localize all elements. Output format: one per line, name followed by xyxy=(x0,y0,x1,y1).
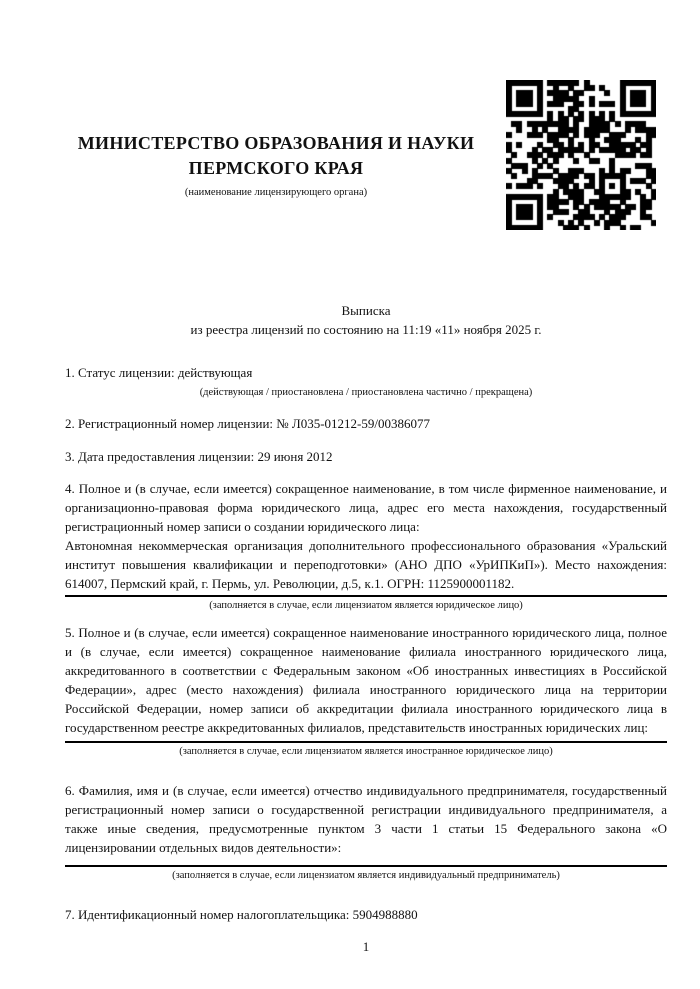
registration-number-item: 2. Регистрационный номер лицензии: № Л035-01212-59/00386077 xyxy=(65,416,431,431)
page-number: 1 xyxy=(362,939,370,954)
qr-code-icon xyxy=(506,80,656,230)
fill-in-rule xyxy=(65,741,667,743)
license-grant-date-item: 3. Дата предоставления лицензии: 29 июня 2012 xyxy=(65,449,333,464)
taxpayer-id-item: 7. Идентификационный номер налогоплательщика: 5904988880 xyxy=(65,907,418,922)
legal-entity-value: Автономная некоммерческая организация дополнительного профессионального образования «Уральский институт повышения квалификации и переподготовки» (АНО ДПО «УрИПКиП»). Место нахождения: 614007, Пермский край, г. Пермь, ул. Революции, д.5, к.1. ОГРН: 1125900001182. xyxy=(65,538,667,591)
ministry-name-line2: ПЕРМСКОГО КРАЯ xyxy=(188,158,364,178)
document-body xyxy=(65,363,667,956)
license-status-item xyxy=(65,363,667,400)
individual-entrepreneur-item xyxy=(65,781,667,883)
fill-in-rule xyxy=(65,595,667,597)
ministry-name-line1: МИНИСТЕРСТВО ОБРАЗОВАНИЯ И НАУКИ xyxy=(77,133,475,153)
document-title-line2: из реестра лицензий по состоянию на 11:19 «11» ноября 2025 г. xyxy=(190,322,542,337)
foreign-entity-item xyxy=(65,623,667,759)
legal-entity-item xyxy=(65,479,667,613)
licensing-authority-header xyxy=(58,131,494,200)
individual-entrepreneur-caption: (заполняется в случае, если лицензиатом является индивидуальный предприниматель) xyxy=(172,870,560,881)
legal-entity-prompt: 4. Полное и (в случае, если имеется) сокращенное наименование, в том числе фирменное наименование, и организационно-правовая форма юридического лица, адрес его места нахождения, государственный регистрационный номер записи о создании юридического лица: xyxy=(65,481,667,534)
foreign-entity-caption: (заполняется в случае, если лицензиатом является иностранное юридическое лицо) xyxy=(179,746,553,757)
ministry-note: (наименование лицензирующего органа) xyxy=(184,187,368,198)
foreign-entity-prompt: 5. Полное и (в случае, если имеется) сокращенное наименование иностранного юридического лица, полное и (в случае, если имеется) сокращенное наименование филиала иностранного юридического лица, аккредитованного в соответствии с Федеральным законом «Об иностранных инвестициях в Российской Федерации», адрес (место нахождения) филиала иностранного юридического лица на территории Российской Федерации, номер записи об аккредитации филиала иностранного юридического лица в государственном реестре аккредитованных филиалов, представительств иностранных юридических лиц: xyxy=(65,625,667,735)
license-status-options-note: (действующая / приостановлена / приостановлена частично / прекращена) xyxy=(199,387,533,398)
license-status-text: 1. Статус лицензии: действующая xyxy=(65,365,253,380)
individual-entrepreneur-prompt: 6. Фамилия, имя и (в случае, если имеется) отчество индивидуального предпринимателя, государственный регистрационный номер записи о государственной регистрации индивидуального предпринимателя, а также иные сведения, предусмотренные пунктом 3 части 1 статьи 15 Федерального закона «О лицензировании отдельных видов деятельности»: xyxy=(65,783,667,855)
document-title xyxy=(65,301,667,339)
document-title-line1: Выписка xyxy=(341,303,391,318)
fill-in-rule xyxy=(65,865,667,867)
legal-entity-caption: (заполняется в случае, если лицензиатом является юридическое лицо) xyxy=(209,600,523,611)
